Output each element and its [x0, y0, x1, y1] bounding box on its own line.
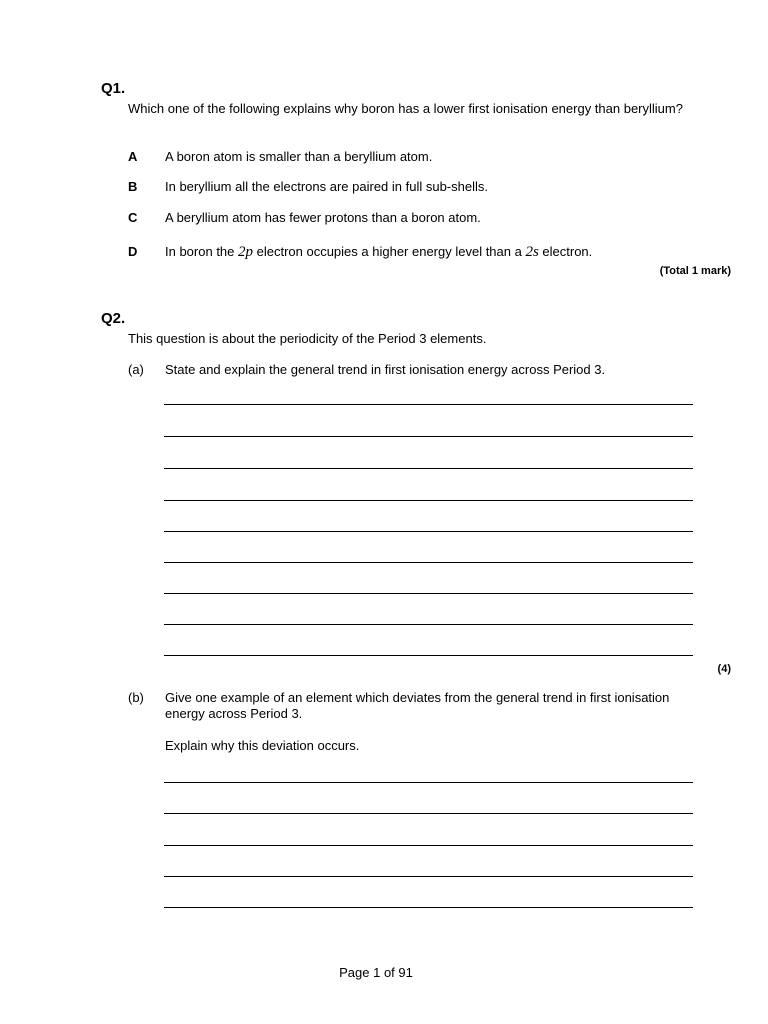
q2a-mark: (4) — [717, 663, 731, 675]
q1-number: Q1. — [101, 80, 126, 97]
q2-intro: This question is about the periodicity of the Period 3 elements. — [128, 331, 487, 346]
answer-line[interactable] — [164, 500, 693, 501]
answer-line[interactable] — [164, 531, 693, 532]
q1-option-c-text: A beryllium atom has fewer protons than a boron atom. — [165, 210, 481, 225]
answer-line[interactable] — [164, 813, 693, 814]
q1-option-d-text: In boron the 2p electron occupies a higher energy level than a 2s electron. — [165, 244, 593, 260]
answer-line[interactable] — [164, 907, 693, 908]
q1-option-b-letter: B — [128, 179, 138, 194]
q2b-text: Give one example of an element which deviates from the general trend in first ionisation energy across Period 3. — [165, 690, 670, 721]
answer-line[interactable] — [164, 782, 693, 783]
answer-line[interactable] — [164, 404, 693, 405]
q1-option-a-text: A boron atom is smaller than a beryllium atom. — [165, 149, 433, 164]
q1-total-mark: (Total 1 mark) — [659, 265, 731, 277]
answer-line[interactable] — [164, 624, 693, 625]
page-number: Page 1 of 91 — [339, 965, 413, 980]
q1-option-a-letter: A — [128, 149, 138, 164]
answer-line[interactable] — [164, 562, 693, 563]
answer-line[interactable] — [164, 468, 693, 469]
answer-line[interactable] — [164, 593, 693, 594]
q2-number: Q2. — [101, 310, 126, 327]
q2b-label: (b) — [128, 690, 144, 705]
q2b-text2: Explain why this deviation occurs. — [165, 738, 360, 753]
orbital-2p: 2p — [238, 244, 253, 260]
q1-option-b-text: In beryllium all the electrons are paired in full sub-shells. — [165, 179, 488, 194]
q1-option-c-letter: C — [128, 210, 138, 225]
q2a-text: State and explain the general trend in first ionisation energy across Period 3. — [165, 362, 606, 377]
answer-line[interactable] — [164, 436, 693, 437]
answer-line[interactable] — [164, 876, 693, 877]
answer-line[interactable] — [164, 655, 693, 656]
q1-option-d-letter: D — [128, 244, 138, 259]
q1-question: Which one of the following explains why boron has a lower first ionisation energy than beryllium? — [128, 101, 683, 116]
answer-line[interactable] — [164, 845, 693, 846]
orbital-2s: 2s — [525, 244, 539, 260]
q2a-label: (a) — [128, 362, 144, 377]
